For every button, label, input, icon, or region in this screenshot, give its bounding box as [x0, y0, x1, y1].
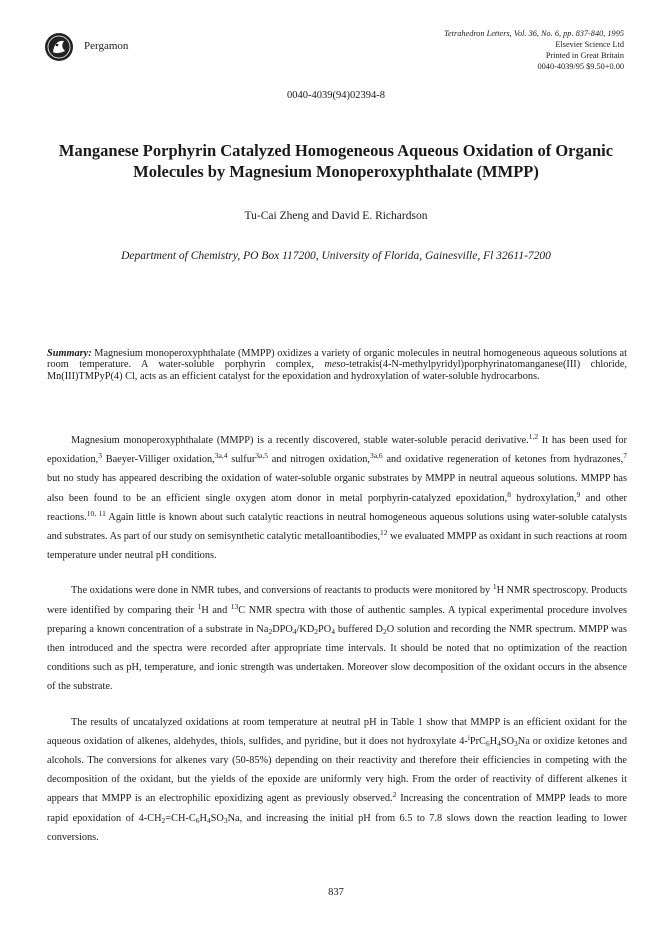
affiliation: Department of Chemistry, PO Box 117200, University of Florida, Gainesville, Fl 32611-7200 [121, 250, 551, 262]
page-number: 837 [328, 887, 344, 898]
doi: 0040-4039(94)02394-8 [287, 90, 385, 101]
paragraph-methods: The oxidations were done in NMR tubes, and conversions of reactants to products were monitored by $^1$H NMR spectroscopy. Products were identified by comparing their $^1$H and $^{13}$C NMR spectra with those of authentic samples. A typical experimental procedure involves preparing a known concentration of a substrate in $Na_2DPO_4/KD_2PO_4$ buffered $D_2O$ solution and recording the NMR spectrum. MMPP was then introduced and the spectra were recorded after appropriate time intervals. It should be noted that no optimization of the reaction conditions such as pH, temperature, and ionic strength was undertaken. Moreover slow decomposition of the oxidant occurs in the absence of the substrate. [47, 582, 627, 693]
paper-title: Manganese Porphyrin Catalyzed Homogeneous Aqueous Oxidation of Organic Molecules by Magnesium Monoperoxyphthalate (MMPP) [58, 141, 614, 181]
journal-info [444, 28, 624, 72]
journal-publisher: Elsevier Science Ltd [555, 40, 624, 49]
paragraph-intro: Magnesium monoperoxyphthalate (MMPP) is a recently discovered, stable water-soluble peracid derivative.$^{1,2}$ It has been used for epoxidation,$^3$ Baeyer-Villiger oxidation,$^{3a,4}$ sulfur$^{3a,5}$ and nitrogen oxidation,$^{3a,6}$ and oxidative regeneration of ketones from hydrazones,$^7$ but no study has appeared describing the oxidation of water-soluble organic substrates by MMPP in neutral aqueous solutions. MMPP has also been found to be an efficient single oxygen atom donor in metal porphyrin-catalyzed epoxidation,$^8$ hydroxylation,$^9$ and other reactions.$^{10, 11}$ Again little is known about such catalytic reactions in neutral homogeneous aqueous solutions using water-soluble catalysts and substrates. As part of our study on semisynthetic catalytic metalloantibodies,$^{12}$ we evaluated MMPP as oxidant in such reactions at room temperature under neutral pH conditions. [47, 432, 627, 562]
summary: Summary: Magnesium monoperoxyphthalate (MMPP) oxidizes a variety of organic molecules in neutral homogeneous aqueous solutions at room temperature. A water-soluble porphyrin complex, meso-tetrakis(4-N-methylpyridyl)porphyrinatomanganese(III) chloride, Mn(III)TMPyP(4) Cl, acts as an efficient catalyst for the epoxidation and hydroxylation of water-soluble hydrocarbons. [47, 348, 627, 382]
summary-label: Summary: [47, 348, 92, 359]
authors: Tu-Cai Zheng and David E. Richardson [244, 210, 428, 222]
paragraph-results: The results of uncatalyzed oxidations at room temperature at neutral pH in Table 1 show that MMPP is an efficient oxidant for the aqueous oxidation of alkenes, aldehydes, thiols, sulfides, and pyridine, but it does not hydroxylate $4-^iPrC_6H_4SO_3Na$ or oxidize ketones and alcohols. The conversions for alkenes vary (50-85%) depending on their reactivity and therefore their efficiencies in competing with the decomposition of the oxidant, but the yields of the epoxide are uniformly very high. From the order of reactivity of different alkenes it appears that MMPP is an electrophilic epoxidizing agent as previously observed.$^2$ Increasing the concentration of MMPP leads to more rapid epoxidation of $4-CH_2=CH-C_6H_4SO_3Na$, and increasing the initial pH from 6.5 to 7.8 slows down the reaction leading to lower conversions. [47, 716, 628, 843]
body-text [47, 431, 627, 863]
journal-citation: Tetrahedron Letters, Vol. 36, No. 6, pp. 837-840, 1995 [444, 29, 624, 38]
publisher-name: Pergamon [84, 40, 129, 52]
journal-price: 0040-4039/95 $9.50+0.00 [537, 62, 624, 71]
pergamon-logo-icon [44, 32, 74, 62]
journal-printed: Printed in Great Britain [545, 51, 624, 60]
